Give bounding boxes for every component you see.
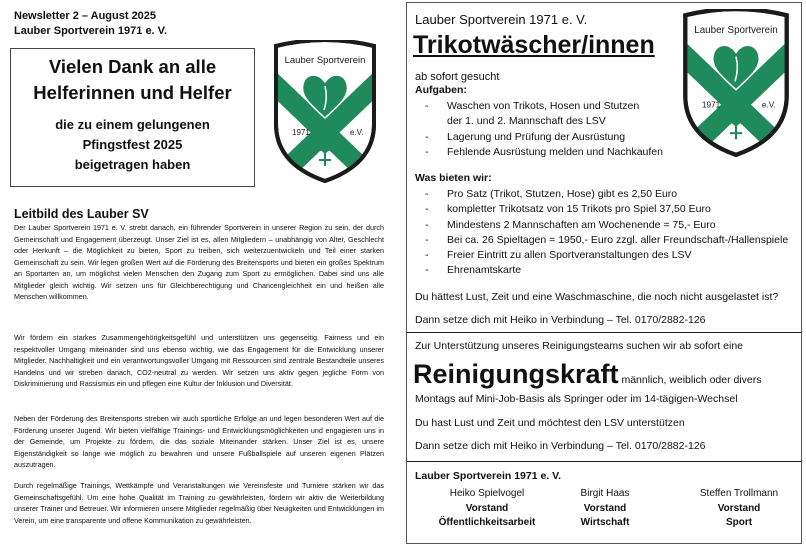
job-club: Lauber Sportverein 1971 e. V. bbox=[415, 12, 588, 27]
job-contact: Dann setze dich mit Heiko in Verbindung – Tel. 0170/2882-126 bbox=[415, 314, 706, 326]
list-item: - Mindestens 2 Mannschaften am Wochenende = 75,- Euro bbox=[421, 218, 788, 233]
crest-suffix: e.V. bbox=[350, 128, 364, 137]
job-title: Trikotwäscher/innen bbox=[413, 31, 655, 59]
thanks-box bbox=[10, 48, 255, 187]
cleaning-question: Du hast Lust und Zeit und möchtest den LSV unterstützen bbox=[415, 417, 685, 429]
thanks-sub-line: die zu einem gelungenen bbox=[55, 117, 210, 132]
crest-suffix: e.V. bbox=[761, 100, 776, 110]
board-member bbox=[677, 487, 801, 531]
list-item: - Ehrenamtskarte bbox=[421, 263, 788, 278]
right-column bbox=[406, 2, 802, 544]
list-item: - Pro Satz (Trikot, Stutzen, Hose) gibt es 2,50 Euro bbox=[421, 187, 788, 202]
club-crest-icon bbox=[679, 9, 793, 159]
member-role: Vorstand bbox=[583, 502, 627, 514]
member-role: Vorstand bbox=[717, 502, 761, 514]
list-item: - Freier Eintritt zu allen Sportveranstaltungen des LSV bbox=[421, 248, 788, 263]
list-item: - Bei ca. 26 Spieltagen = 1950,- Euro zzgl. aller Freundschaft-/Hallenspiele bbox=[421, 233, 788, 248]
list-item-continuation bbox=[421, 114, 663, 129]
leitbild-paragraph: Durch regelmäßige Trainings, Wettkämpfe und Veranstaltungen wie Vereinsfeste und Turniere stärken wir das Gemeinschaftsgefühl. Um eine hohe Qualität im Training zu gewährleisten, fördern wir aktiv die Weiterbildung unserer Trainer und Betreuer. Wir informieren unsere Mitglieder regelmäßig über Neuigkeiten und Entwicklungen im Verein, um eine transparente und offene Kommunikation zu gewährleisten. bbox=[14, 481, 384, 525]
crest-name: Lauber Sportverein bbox=[694, 24, 778, 36]
cleaning-heading bbox=[413, 359, 762, 390]
list-item: - Lagerung und Prüfung der Ausrüstung bbox=[421, 130, 663, 145]
thanks-title-line: Vielen Dank an alle bbox=[48, 56, 217, 77]
tasks-label: Aufgaben: bbox=[415, 84, 467, 96]
list-item: - kompletter Trikotsatz von 15 Trikots pro Spiel 37,50 Euro bbox=[421, 202, 788, 217]
tasks-list bbox=[421, 99, 663, 160]
board-member bbox=[427, 487, 547, 531]
board-member bbox=[555, 487, 655, 531]
member-role: Vorstand bbox=[465, 502, 509, 514]
thanks-title-line: Helferinnen und Helfer bbox=[33, 82, 232, 103]
member-area: Wirtschaft bbox=[580, 517, 630, 528]
cleaning-title-suffix: männlich, weiblich oder divers bbox=[618, 374, 762, 386]
job-question: Du hättest Lust, Zeit und eine Waschmaschine, die noch nicht ausgelastet ist? bbox=[415, 291, 779, 303]
list-item: - Fehlende Ausrüstung melden und Nachkaufen bbox=[421, 145, 663, 160]
crest-name: Lauber Sportverein bbox=[284, 55, 366, 66]
cleaning-basis: Montags auf Mini-Job-Basis als Springer oder im 14-tägigen-Wechsel bbox=[415, 393, 738, 405]
newsletter-club: Lauber Sportverein 1971 e. V. bbox=[14, 25, 168, 37]
newsletter-header bbox=[14, 9, 167, 39]
crest-year: 1971 bbox=[292, 128, 310, 137]
crest-year: 1971 bbox=[701, 100, 721, 110]
member-name: Heiko Spielvogel bbox=[449, 488, 525, 499]
job-subtitle: ab sofort gesucht bbox=[415, 71, 500, 83]
cleaning-contact: Dann setze dich mit Heiko in Verbindung – Tel. 0170/2882-126 bbox=[415, 440, 706, 452]
divider bbox=[407, 461, 801, 462]
offers-label: Was bieten wir: bbox=[415, 172, 492, 184]
thanks-sub-line: beigetragen haben bbox=[74, 157, 191, 172]
list-item: - Waschen von Trikots, Hosen und Stutzen bbox=[421, 99, 663, 114]
club-crest-icon bbox=[270, 40, 380, 185]
newsletter-issue: Newsletter 2 – August 2025 bbox=[14, 10, 157, 22]
member-name: Birgit Haas bbox=[580, 488, 630, 499]
leitbild-paragraph: Wir fördern ein starkes Zusammengehörigkeitsgefühl und unterstützen uns gegenseitig. Fairness und ein respektvoller Umgang miteinander sind uns ebenso wichtig, wie das Engagement für die Entwicklung unserer Mitglieder. Nachhaltigkeit und ein verantwortungsvoller Umgang mit Ressourcen sind zentrale Bestandteile unseres Handelns und wir streben danach, CO2-neutral zu werden. Wir setzen uns aktiv gegen jegliche Form von Diskriminierung und Rassismus ein und pflegen eine Kultur der Inklusion und Diversität. bbox=[14, 333, 384, 388]
board-club: Lauber Sportverein 1971 e. V. bbox=[415, 470, 562, 482]
leitbild-paragraph: Der Lauber Sportverein 1971 e. V. strebt danach, ein führender Sportverein in unserer Region zu sein, der durch Gemeinschaft und Engagement überzeugt. Unser Ziel ist es, allen Mitgliedern – unabhängig von Alter, Geschlecht oder Herkunft – die Möglichkeit zu bieten, Sport zu treiben, sich weiterzuentwickeln und Teil einer starken Gemeinschaft zu sein. Wir legen großen Wert auf die Förderung des Breitensports und bieten ein großes Spektrum an Sportarten an, um möglichst vielen Menschen den Zugang zum Sport zu ermöglichen. Dabei sind uns alle Mitglieder gleich wichtig. Wir setzen uns für Gleichberechtigung und Chancengleichheit ein und heißen alle Menschen willkommen. bbox=[14, 223, 384, 301]
divider bbox=[407, 332, 801, 333]
member-area: Öffentlichkeitsarbeit bbox=[438, 517, 536, 528]
member-name: Steffen Trollmann bbox=[699, 488, 779, 499]
thanks-title bbox=[11, 54, 254, 106]
cleaning-intro: Zur Unterstützung unseres Reinigungsteams suchen wir ab sofort eine bbox=[415, 340, 744, 352]
list-item-text: der 1. und 2. Mannschaft des LSV bbox=[447, 115, 606, 128]
offers-list bbox=[421, 187, 788, 279]
thanks-sub-line: Pfingstfest 2025 bbox=[82, 137, 183, 152]
member-area: Sport bbox=[725, 517, 753, 528]
leitbild-title: Leitbild des Lauber SV bbox=[14, 207, 149, 221]
cleaning-title: Reinigungskraft bbox=[413, 359, 619, 389]
thanks-subtitle bbox=[11, 115, 254, 175]
leitbild-paragraph: Neben der Förderung des Breitensports streben wir auch sportliche Erfolge an und legen besonderen Wert auf die Förderung unserer Jugend. Wir bieten vielfältige Trainings- und Entwicklungsmöglichkeiten und engagieren uns in der Gemeinde, um Projekte zu fördern, die das soziale Miteinander stärken. Unser Ziel ist es, unsere Eigenständigkeit so lange wie möglich zu bewahren und unsere Fußballspiele auf unseren eigenen Plätzen auszutragen. bbox=[14, 414, 384, 469]
